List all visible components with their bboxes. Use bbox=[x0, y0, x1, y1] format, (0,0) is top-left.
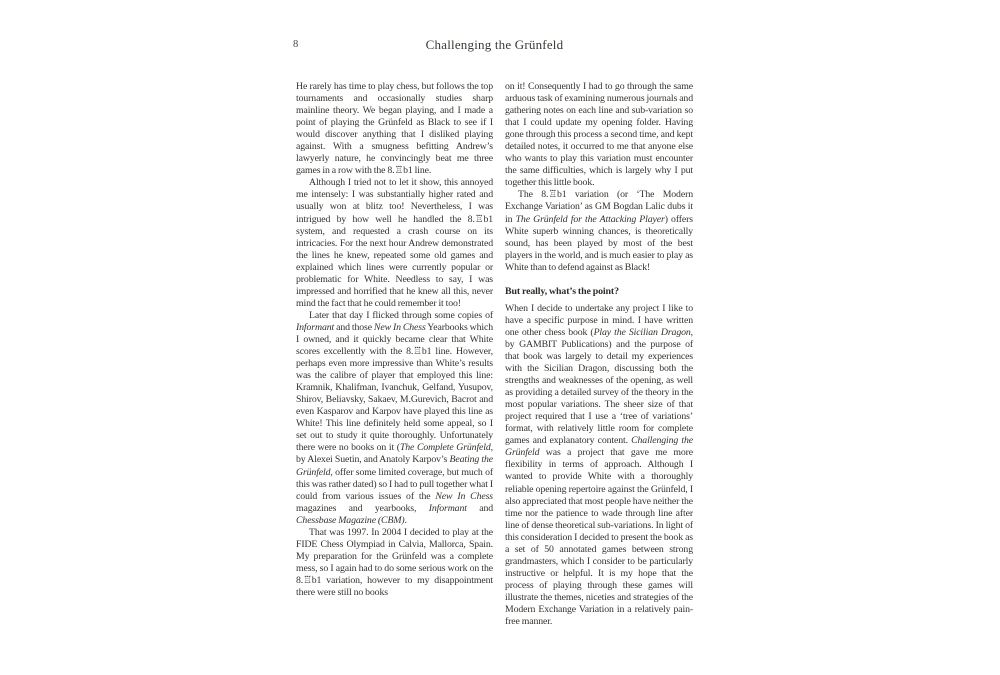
italic-text-run: Play the Sicilian Dragon bbox=[593, 326, 691, 338]
text-run: and bbox=[466, 502, 493, 514]
paragraph bbox=[296, 177, 493, 310]
text-run: , by Alexei Suetin, and Anatoly Karpov’s bbox=[296, 442, 493, 466]
paragraph bbox=[505, 189, 693, 273]
text-run: That was 1997. In 2004 I decided to play at the FIDE Chess Olympiad in Calvia, Mallorca, Spain. My preparation for the Grünfeld was a complete mess, so I again had to do some serious work on the 8.♖b1 variation, however to my disappointment there were still no books bbox=[296, 526, 493, 598]
paragraph bbox=[505, 81, 693, 189]
text-run: , by GAMBIT Publications) and the purpose of that book was largely to detail my experiences with the Sicilian Dragon, discussing both the strengths and weaknesses of the opening, as well as providing a detailed survey of the theory in the most popular variations. The sheer size of that project required that I use a ‘tree of variations’ format, with relatively little room for complete games and explanatory content. bbox=[505, 326, 693, 447]
text-run: . bbox=[404, 514, 407, 526]
text-run: He rarely has time to play chess, but follows the top tournaments and occasionally studies sharp mainline theory. We began playing, and I made a point of playing the Grünfeld as Black to see if I would discover anything that I disliked playing against. With a smugness befitting Andrew’s lawyerly nature, he convincingly beat me three games in a row with the 8.♖b1 line. bbox=[296, 81, 493, 177]
italic-text-run: New In Chess bbox=[435, 490, 493, 502]
italic-text-run: New In Chess bbox=[373, 321, 426, 333]
text-run: was a project that gave me more flexibility in terms of approach. Although I wanted to provide White with a thoroughly reliable opening repertoire against the Grünfeld, I also appreciated that most people have neither the time nor the patience to wade through line after line of dense theoretical sub-variations. In light of this consideration I decided to present the book as a set of 50 annotated games between strong grandmasters, which I consider to be particularly instructive or helpful. It is my hope that the process of playing through these games will illustrate the themes, niceties and strategies of the Modern Exchange Variation in a relatively pain-free manner. bbox=[505, 447, 693, 628]
text-run: , offer some limited coverage, but much of this was rather dated) so I had to pull together what I could from various issues of the bbox=[296, 466, 493, 502]
italic-text-run: The Complete Grünfeld bbox=[399, 442, 491, 454]
running-header-title: Challenging the Grünfeld bbox=[425, 37, 564, 52]
text-run: The 8.♖b1 variation (or ‘The Modern Exchange Variation’ as GM Bogdan Lalic dubs it in bbox=[505, 189, 693, 225]
text-run: ) offers White superb winning chances, is theoretically sound, has been played by most of the best players in the world, and is much easier to play as White than to defend against as Black! bbox=[505, 213, 693, 273]
text-run: Yearbooks which I owned, and it quickly became clear that White scores excellently with the 8.♖b1 line. However, perhaps even more impressive than White’s results was the calibre of player that employed this line: Kramnik, Khalifman, Ivanchuk, Gelfand, Yusupov, Shirov, Beliavsky, Sakaev, M.Gurevich, Bacrot and even Kasparov and Karpov have played this line as White! This line definitely held some appeal, so I set out to study it quite thoroughly. Unfortunately there were no books on it ( bbox=[296, 321, 493, 454]
italic-text-run: The Grünfeld for the Attacking Player bbox=[515, 213, 665, 225]
text-column-right bbox=[505, 81, 693, 628]
text-run: on it! Consequently I had to go through the same arduous task of examining numerous journals and gathering notes on each line and sub-variation so that I could update my opening folder. Having gone through this process a second time, and kept detailed notes, it occurred to me that anyone else who wants to play this variation must encounter the same difficulties, which is largely why I put together this little book. bbox=[505, 81, 693, 189]
italic-text-run: Beating the Grünfeld bbox=[296, 454, 493, 478]
section-heading: But really, what’s the point? bbox=[505, 285, 619, 297]
italic-text-run: Challenging the Grünfeld bbox=[505, 435, 693, 459]
text-run: Later that day I flicked through some copies of bbox=[309, 309, 493, 321]
text-run: When I decide to undertake any project I like to have a specific purpose in mind. I have written one other chess book ( bbox=[505, 302, 693, 338]
text-run: magazines and yearbooks, bbox=[296, 502, 429, 514]
paragraph bbox=[505, 303, 693, 628]
italic-text-run: Informant bbox=[296, 321, 335, 333]
text-column-left bbox=[296, 81, 493, 599]
paragraph bbox=[296, 81, 493, 177]
paragraph bbox=[296, 310, 493, 527]
text-run: and those bbox=[334, 321, 374, 333]
page-number: 8 bbox=[293, 39, 299, 50]
paragraph bbox=[296, 527, 493, 599]
italic-text-run: Informant bbox=[428, 502, 467, 514]
italic-text-run: Chessbase Magazine (CBM) bbox=[296, 514, 405, 526]
text-run: Although I tried not to let it show, this annoyed me intensely: I was substantially higher rated and usually won at blitz too! Nevertheless, I was intrigued by how well he handled the 8.♖b1 system, and requested a crash course on its intricacies. For the next hour Andrew demonstrated the lines he knew, repeated some old games and explained which lines were currently popular or problematic for White. Needless to say, I was impressed and horrified that he knew all this, never mind the fact that he could remember it too! bbox=[296, 177, 493, 309]
